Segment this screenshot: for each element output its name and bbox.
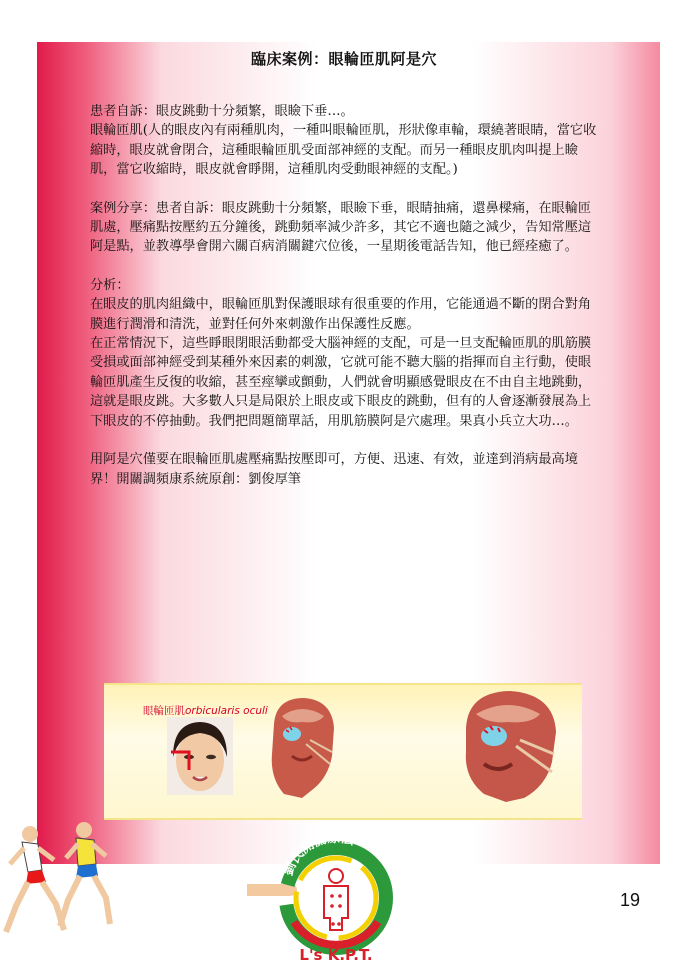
caption-chinese: 眼輪匝肌 [143,705,185,717]
paragraph-case-share: 案例分享：患者自訴：眼皮跳動十分頻繁，眼瞼下垂，眼睛抽痛，還鼻樑痛，在眼輪匝肌處，壓痛點按壓約五分鐘後，跳動頻率減少許多，其它不適也隨之減少，告知常壓這阿是點，並教導學會開六關百病消關鍵穴位後，一星期後電話告知，他已經痊癒了。 [90,200,592,255]
paragraph-muscle-explanation: 眼輪匝肌(人的眼皮內有兩種肌肉，一種叫眼輪匝肌，形狀像車輪，環繞著眼睛，當它收縮時，眼皮就會閉合，這種眼輪匝肌受面部神經的支配。而另一種眼皮肌肉叫提上瞼肌，當它收縮時，眼皮就會睜開，這種肌肉受動眼神經的支配。) [90,123,597,178]
anatomy-head-closeup [458,688,562,804]
spacer [90,180,602,199]
paragraph-complaint: 患者自訴：眼皮跳動十分頻繁，眼瞼下垂…。 [90,104,354,119]
muscle-caption [143,703,268,718]
caption-latin: orbicularis oculi [185,705,268,717]
paragraph-analysis-heading: 分析： [90,277,130,293]
logo-top-text: 劉氏開關療法 [280,830,356,878]
page-title: 臨床案例：眼輪匝肌阿是穴 [250,50,437,68]
face-photo [167,717,233,795]
spacer [90,431,602,450]
page-number: 19 [620,890,641,910]
logo-bottom-text: L's K.P.T. [299,946,373,964]
kpt-logo [276,826,396,966]
anatomy-head-illustration [262,694,340,802]
paragraph-analysis-1: 在眼皮的肌肉組織中，眼輪匝肌對保護眼球有很重要的作用，它能通過不斷的閉合對角膜進行潤滑和清洗，並對任何外來刺激作出保護性反應。 [90,297,592,332]
paragraph-conclusion: 用阿是穴僅要在眼輪匝肌處壓痛點按壓即可，方便、迅速、有效，並達到消病最高境界！開關調頻康系統原創：劉俊厚筆 [90,452,578,487]
runners-illustration [2,820,114,960]
spacer [90,257,602,276]
article-body [90,102,602,489]
paragraph-analysis-2: 在正常情況下，這些睜眼閉眼活動都受大腦神經的支配，可是一旦支配輪匝肌的肌筋膜受損或面部神經受到某種外來因素的刺激，它就可能不聽大腦的指揮而自主行動，使眼輪匝肌產生反復的收縮，甚至痙攣或顫動，人們就會明顯感覺眼皮在不由自主地跳動，這就是眼皮跳。大多數人只是局限於上眼皮或下眼皮的跳動，但有的人會逐漸發展為上下眼皮的不停抽動。我們把問題簡單話，用肌筋膜阿是穴處理。果真小兵立大功…。 [90,336,592,429]
